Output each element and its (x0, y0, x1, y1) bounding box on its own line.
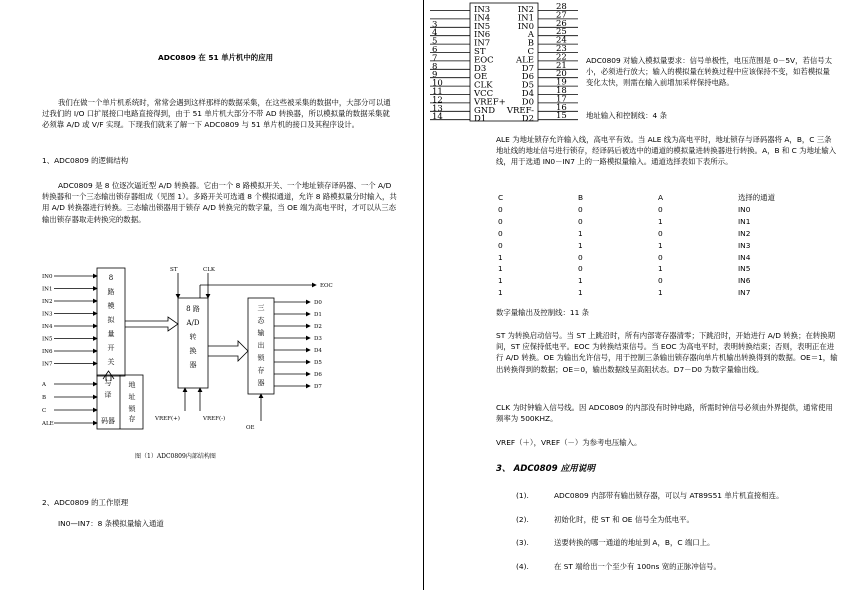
section2-body: IN0—IN7：8 条模拟量输入通道 (58, 519, 164, 528)
input-label: IN0 (42, 274, 53, 280)
block-text: 模 (107, 302, 115, 310)
block-text: 址 (128, 393, 136, 401)
pin-number: 25 (556, 27, 567, 38)
tristate-label (258, 304, 266, 387)
pin-number: 12 (432, 95, 443, 106)
block-text: 关 (107, 358, 115, 366)
output-label: D6 (314, 372, 322, 378)
step-number: (1). (516, 491, 529, 500)
table-header-cell: C (498, 193, 504, 202)
table-cell: IN1 (738, 216, 751, 226)
pin-number: 18 (556, 86, 567, 96)
st-eoc-oe-paragraph: ST 为转换启动信号。当 ST 上跳沿时，所有内部寄存器清零；下跳沿时，开始进行 A/D 转换；在转换期间，ST 应保持低电平。EOC 为转换结束信号。当 EOC 为高电平时，表明转换结束；否则，表明正在进行 A/D 转换。OE 为输出允许信号，用于控制三条输出锁存器向单片机输出转换得到的数据。OE＝1，输出转换得到的数据；OE＝0，输出数据线呈高阻状态。D7－D0 为数字量输出线。 (496, 331, 838, 374)
step-text: 在 ST 端给出一个至少有 100ns 宽的正脉冲信号。 (554, 561, 721, 571)
table-cell: IN6 (738, 276, 751, 286)
table-cell: IN4 (738, 252, 751, 262)
pin-label: D5 (521, 80, 534, 91)
pin-label: ALE (516, 55, 534, 66)
block-text: 锁 (257, 354, 265, 362)
pin-label: VREF- (506, 105, 534, 116)
pin-number: 4 (432, 28, 438, 39)
input-label: IN4 (42, 324, 53, 330)
block-text: 与 (104, 379, 112, 387)
table-cell: 0 (578, 216, 583, 226)
pin-number: 14 (432, 112, 443, 123)
pin-label: IN1 (517, 13, 534, 24)
table-row (498, 263, 828, 275)
step-text: ADC0809 内部带有输出锁存器，可以与 AT89S51 单片机直接相连。 (554, 491, 784, 500)
block-text: 换 (189, 347, 197, 355)
block-text: 码器 (101, 417, 115, 425)
pin-label: VREF+ (474, 97, 506, 108)
eoc-label: EOC (320, 283, 333, 289)
table-cell: 1 (658, 264, 663, 274)
pin-label: IN0 (517, 21, 534, 32)
pin-number: 28 (556, 2, 567, 12)
block-text: 锁 (128, 405, 136, 413)
table-header-cell: A (658, 193, 664, 202)
table-cell: 0 (658, 228, 663, 238)
output-label: D4 (314, 348, 322, 354)
block-text: A/D (186, 319, 200, 327)
pin-label: A (527, 30, 534, 41)
input-label: IN6 (42, 349, 53, 355)
page-divider (423, 0, 424, 590)
pin-label: VCC (474, 89, 494, 99)
vref-pos-label: VREF(+) (155, 416, 180, 422)
pin-label: D6 (521, 72, 534, 83)
block-text: 量 (107, 330, 115, 338)
pin-number: 24 (556, 35, 567, 46)
pin-label: OE (474, 72, 488, 83)
input-requirements: ADC0809 对输入模拟量要求：信号单极性，电压范围是 0－5V，若信号太小，必须进行放大；输入的模拟量在转换过程中应该保持不变，如若模拟量变化太快，则需在输入前增加采样保持电路。 (586, 56, 833, 88)
input-lines (54, 276, 97, 364)
table-row (498, 252, 828, 264)
block-text: 8 路 (186, 305, 200, 313)
adc-label (185, 304, 199, 369)
pin-number: 13 (432, 103, 443, 114)
table-cell: 0 (498, 228, 503, 238)
table-cell: IN7 (738, 288, 751, 298)
pin-number: 8 (432, 61, 438, 72)
pin-number: 5 (432, 36, 438, 47)
pin-label: IN2 (517, 5, 534, 15)
pin-label: IN4 (474, 13, 491, 24)
pin-label: D0 (521, 97, 534, 108)
pin-label: D3 (474, 63, 487, 74)
figure-caption: 图（1）ADC0809内部结构图 (135, 453, 216, 460)
block-text: 出 (257, 341, 265, 350)
block-text: 8 (108, 274, 114, 282)
table-cell: 0 (578, 264, 583, 274)
input-label: IN7 (42, 361, 53, 368)
pin-number: 11 (432, 87, 443, 97)
pin-number: 6 (432, 45, 438, 55)
section2-heading: 2、ADC0809 的工作原理 (42, 498, 129, 507)
pin-label: GND (474, 105, 496, 116)
pin-number: 23 (556, 44, 567, 54)
pin-label: C (527, 47, 534, 57)
input-label: IN2 (42, 299, 53, 305)
pin-number: 7 (432, 53, 438, 64)
input-label: IN1 (42, 286, 53, 293)
table-cell: IN3 (738, 240, 751, 250)
table-cell: 0 (578, 252, 583, 262)
pin-label: D4 (521, 89, 534, 99)
table-cell: 0 (658, 276, 663, 286)
table-cell: 1 (658, 216, 663, 226)
pin-number: 21 (556, 60, 567, 71)
table-cell: 1 (498, 288, 503, 298)
section1-paragraph: ADC0809 是 8 位逐次逼近型 A/D 转换器。它由一个 8 路模拟开关、一个地址锁存译码器、一个 A/D 转换器和一个三态输出锁存器组成（见图 1）。多路开关可选通 8 个模拟通道，允许 8 路模拟量分时输入，共用 A/D 转换器进行转换。三态输出锁器用于锁存 A/D 转换完的数字量，当 OE 端为高电平时，才可以从三态输出锁存器取走转换完的数据。 (42, 181, 397, 224)
intro-paragraph: 我们在做一个单片机系统时，常常会遇到这样那样的数据采集，在这些被采集的数据中，大部分可以通过我们的 I/O 口扩展接口电路直接得到，由于 51 单片机大部分不带 AD 转换器，所以模拟量的数据采集就必须靠 A/D 或 V/F 实现。下现我们就来了解一下 ADC0809 与 51 单片机的接口及其程序设计。 (42, 98, 391, 130)
step-number: (2). (516, 514, 529, 524)
table-cell: 1 (578, 228, 583, 238)
table-row (498, 287, 828, 299)
vref-neg-label: VREF(-) (203, 416, 226, 422)
pin-number: 19 (556, 77, 567, 88)
table-row (498, 228, 828, 240)
table-cell: 1 (578, 240, 583, 250)
output-label: D7 (314, 384, 322, 390)
block-text: 转 (189, 333, 197, 341)
table-cell: IN0 (738, 204, 751, 214)
table-header-row (498, 192, 828, 204)
step-text: 送要转换的哪一通道的地址到 A，B，C 端口上。 (554, 538, 715, 547)
output-label: D2 (314, 324, 322, 330)
vref-paragraph: VREF（＋），VREF（－）为参考电压输入。 (496, 438, 642, 447)
pin-number: 15 (556, 111, 567, 122)
input-label: IN5 (42, 336, 53, 343)
address-label: ALE (42, 421, 54, 427)
pin-label: IN7 (474, 38, 491, 49)
table-cell: 1 (578, 276, 583, 286)
block-text: 开 (107, 344, 115, 352)
output-label: D0 (314, 300, 322, 306)
pin-number: 27 (556, 10, 567, 21)
block-text: 路 (107, 288, 115, 296)
pin-label: D2 (521, 114, 534, 124)
clk-label: CLK (203, 267, 215, 273)
block-text: 器 (257, 379, 265, 387)
pin-number: 10 (432, 78, 443, 89)
address-control-lines-label: 地址输入和控制线：4 条 (586, 111, 667, 120)
data-control-lines-label: 数字量输出及控制线：11 条 (496, 308, 590, 317)
pin-number: 9 (432, 70, 438, 81)
ale-paragraph: ALE 为地址锁存允许输入线，高电平有效。当 ALE 线为高电平时，地址锁存与译码器将 A，B，C 三条地址线的地址信号进行锁存，经译码后被选中的通道的模拟量进转换器进行转换。A，B 和 C 为地址输入线，用于选通 IN0－IN7 上的一路模拟量输入。通道选择表如下表所示。 (496, 135, 837, 167)
table-header-cell: B (578, 193, 584, 202)
pin-label: D7 (521, 63, 534, 74)
table-cell: 0 (578, 204, 583, 214)
table-cell: 0 (498, 204, 503, 214)
output-labels (314, 300, 322, 390)
pin-label: ST (474, 47, 486, 57)
adc0809-block-diagram (40, 263, 370, 463)
input-labels (42, 274, 53, 368)
table-header-cell: 选择的通道 (738, 193, 775, 202)
doc-title: ADC0809 在 51 单片机中的应用 (158, 53, 273, 62)
st-label: ST (170, 267, 178, 273)
address-latch-label (101, 378, 137, 425)
oe-label: OE (246, 425, 255, 431)
pinout-diagram (430, 0, 580, 124)
output-label: D5 (314, 360, 322, 366)
pin-label: EOC (474, 55, 494, 66)
table-cell: 1 (498, 252, 503, 262)
table-row (498, 216, 828, 228)
pin-number: 20 (556, 69, 567, 80)
address-label: A (42, 382, 46, 388)
step-number: (4). (516, 561, 529, 571)
pin-label: D1 (474, 114, 487, 124)
block-text: 存 (128, 415, 136, 423)
table-cell: 1 (658, 240, 663, 250)
section1-heading: 1、ADC0809 的逻辑结构 (42, 156, 129, 165)
pin-label: IN6 (474, 30, 491, 41)
pin-number: 22 (556, 52, 567, 63)
pin-label: IN5 (474, 21, 491, 32)
pin-number: 17 (556, 94, 567, 105)
mux-label (108, 274, 116, 366)
pin-number: 16 (556, 102, 567, 113)
table-row (498, 204, 828, 216)
block-text: 存 (257, 366, 265, 375)
output-lines (274, 302, 310, 386)
table-cell: 0 (658, 204, 663, 214)
step-text: 初始化时，使 ST 和 OE 信号全为低电平。 (554, 514, 694, 524)
block-text: 译 (104, 391, 112, 399)
left-page (0, 0, 416, 590)
pin-texts (432, 2, 567, 124)
table-row (498, 240, 828, 252)
pin-label: B (527, 38, 534, 49)
table-cell: 1 (658, 288, 663, 298)
address-label: B (42, 395, 47, 401)
table-cell: 1 (498, 264, 503, 274)
output-label: D1 (314, 312, 322, 318)
table-cell: IN2 (738, 228, 751, 238)
address-label: C (42, 408, 47, 414)
address-lines (54, 384, 97, 423)
output-label: D3 (314, 336, 322, 342)
pin-label: CLK (474, 80, 493, 91)
clk-paragraph: CLK 为时钟输入信号线。因 ADC0809 的内部没有时钟电路，所需时钟信号必须由外界提供，通常使用频率为 500KHZ。 (496, 403, 833, 424)
step-number: (3). (516, 538, 529, 547)
block-text: 态 (257, 316, 265, 325)
table-cell: IN5 (738, 264, 751, 274)
table-cell: 1 (498, 276, 503, 286)
pin-label: IN3 (474, 5, 491, 15)
table-cell: 0 (658, 252, 663, 262)
table-cell: 0 (498, 240, 503, 250)
input-label: IN3 (42, 311, 53, 318)
address-labels (41, 382, 54, 427)
table-cell: 1 (578, 288, 583, 298)
pin-number: 26 (556, 18, 567, 29)
block-text: 地 (128, 381, 136, 389)
block-text: 输 (257, 329, 265, 337)
table-row (498, 275, 828, 287)
pin-number: 3 (432, 19, 438, 30)
block-text: 拟 (107, 316, 115, 324)
table-cell: 0 (498, 216, 503, 226)
section3-heading: 3、 ADC0809 应用说明 (496, 464, 595, 474)
right-page (428, 0, 851, 590)
block-text: 器 (189, 361, 197, 369)
channel-select-table (498, 192, 828, 299)
block-text: 三 (257, 304, 265, 312)
